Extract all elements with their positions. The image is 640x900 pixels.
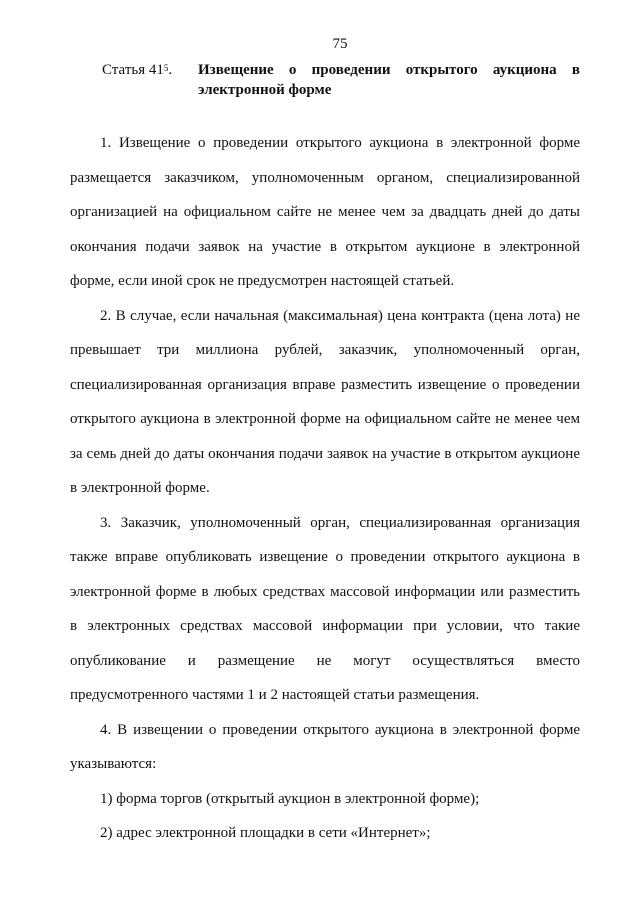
paragraph-1: 1. Извещение о проведении открытого аукциона в электронной форме размещается заказчиком, уполномоченным органом, специализированной организацией на официальном сайте не менее чем за двадцать дней до даты окончания подачи заявок на участие в открытом аукционе в электронной форме, если иной срок не предусмотрен настоящей статьей. — [70, 135, 580, 289]
list-item-1: 1) форма торгов (открытый аукцион в электронной форме); — [100, 790, 480, 807]
paragraph-4: 4. В извещении о проведении открытого аукциона в электронной форме указываются: — [70, 721, 580, 772]
paragraph-2: 2. В случае, если начальная (максимальная) цена контракта (цена лота) не превышает три миллиона рублей, заказчик, уполномоченный орган, специализированная организация вправе разместить извещение о проведении открытого аукциона в электронной форме на официальном сайте не менее чем за семь дней до даты окончания подачи заявок на участие в открытом аукционе в электронной форме. — [70, 307, 580, 496]
paragraph-3: 3. Заказчик, уполномоченный орган, специализированная организация также вправе опубликовать извещение о проведении открытого аукциона в электронной форме в любых средствах массовой информации или разместить в электронных средствах массовой информации при условии, что такие опубликование и размещение не могут осуществляться вместо предусмотренного частями 1 и 2 настоящей статьи размещения. — [70, 514, 580, 703]
article-label-prefix: Статья 41 — [102, 62, 164, 78]
page-number: 75 — [332, 36, 348, 52]
article-label-suffix: . — [168, 62, 173, 78]
article-title: Извещение о проведении открытого аукциона в электронной форме — [198, 62, 580, 98]
article-label — [102, 60, 194, 80]
list-item-2: 2) адрес электронной площадки в сети «Интернет»; — [100, 825, 431, 841]
article-label-superscript: 5 — [163, 63, 169, 73]
article-body — [70, 126, 580, 851]
